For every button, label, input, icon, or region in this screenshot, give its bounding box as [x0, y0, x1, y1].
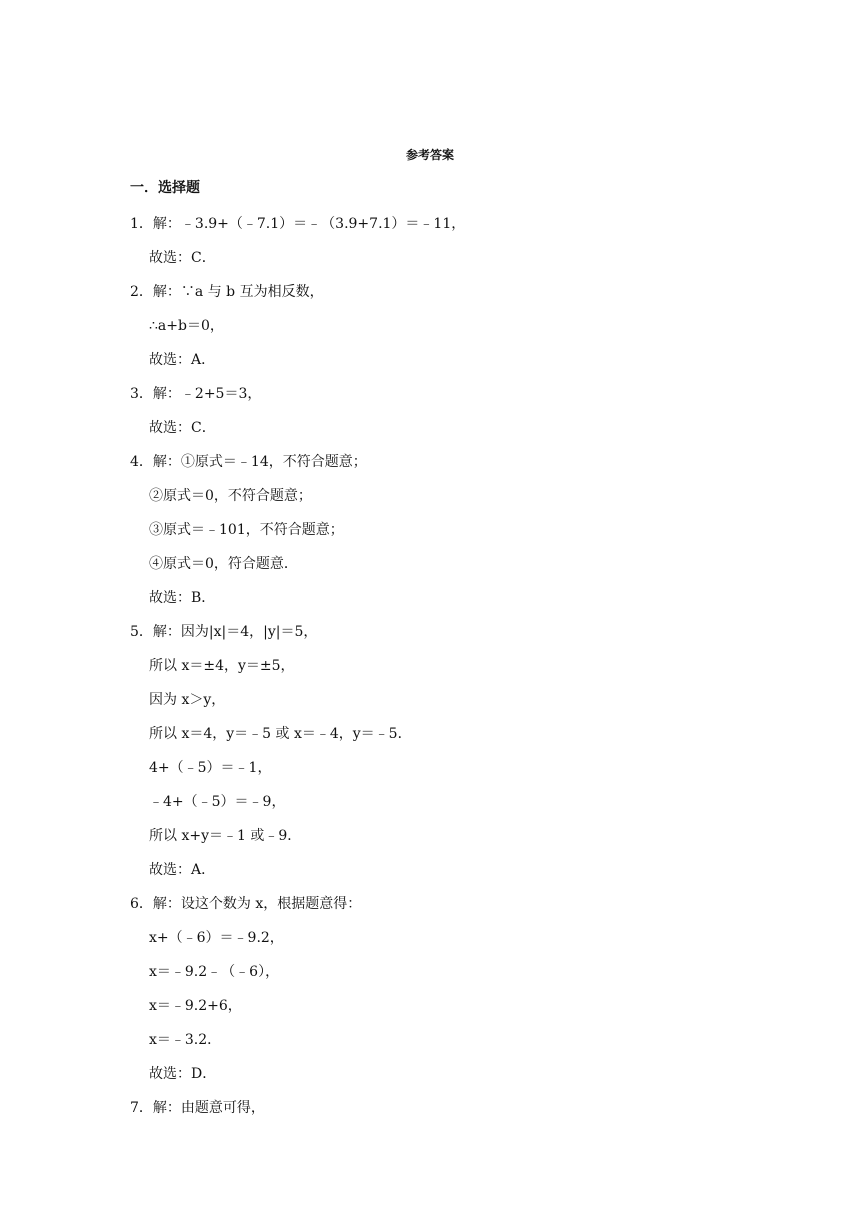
- answer-line: 故选：A．: [149, 352, 216, 368]
- answer-line: x＝﹣9.2﹣（﹣6），: [149, 964, 280, 980]
- answer-line: x＝﹣9.2+6，: [149, 998, 242, 1014]
- answer-line: ∴a+b＝0，: [149, 318, 224, 334]
- answer-line: 5．解：因为|x|＝4，|y|＝5，: [130, 624, 318, 640]
- answer-line: 故选：C．: [149, 420, 216, 436]
- answer-line: 4．解：①原式＝﹣14，不符合题意；: [130, 454, 367, 470]
- answer-line: ﹣4+（﹣5）＝﹣9，: [149, 794, 286, 810]
- answer-line: 6．解：设这个数为 x，根据题意得：: [130, 896, 362, 912]
- answer-line: 因为 x＞y，: [149, 692, 226, 708]
- answer-line: 所以 x＝±4，y＝±5，: [149, 658, 295, 674]
- answer-line: 2．解：∵a 与 b 互为相反数，: [130, 284, 324, 300]
- answer-line: 1．解：﹣3.9+（﹣7.1）＝﹣（3.9+7.1）＝﹣11，: [130, 216, 466, 232]
- answer-line: 所以 x+y＝﹣1 或﹣9．: [149, 828, 302, 844]
- page-title: 参考答案: [405, 148, 454, 162]
- answer-line: ②原式＝0，不符合题意；: [149, 488, 312, 504]
- answer-line: ③原式＝﹣101，不符合题意；: [149, 522, 344, 538]
- answer-line: ④原式＝0，符合题意．: [149, 556, 298, 572]
- section-heading: 一．选择题: [130, 180, 200, 196]
- answer-line: 故选：B．: [149, 590, 216, 606]
- answer-line: x＝﹣3.2．: [149, 1032, 222, 1048]
- answer-line: 4+（﹣5）＝﹣1，: [149, 760, 272, 776]
- answer-line: 故选：A．: [149, 862, 216, 878]
- answer-line: 故选：C．: [149, 250, 216, 266]
- answer-line: 所以 x＝4，y＝﹣5 或 x＝﹣4，y＝﹣5．: [149, 726, 412, 742]
- answer-line: 3．解：﹣2+5＝3，: [130, 386, 262, 402]
- answer-line: x+（﹣6）＝﹣9.2，: [149, 930, 284, 946]
- answer-line: 7．解：由题意可得，: [130, 1100, 265, 1116]
- answer-line: 故选：D．: [149, 1066, 217, 1082]
